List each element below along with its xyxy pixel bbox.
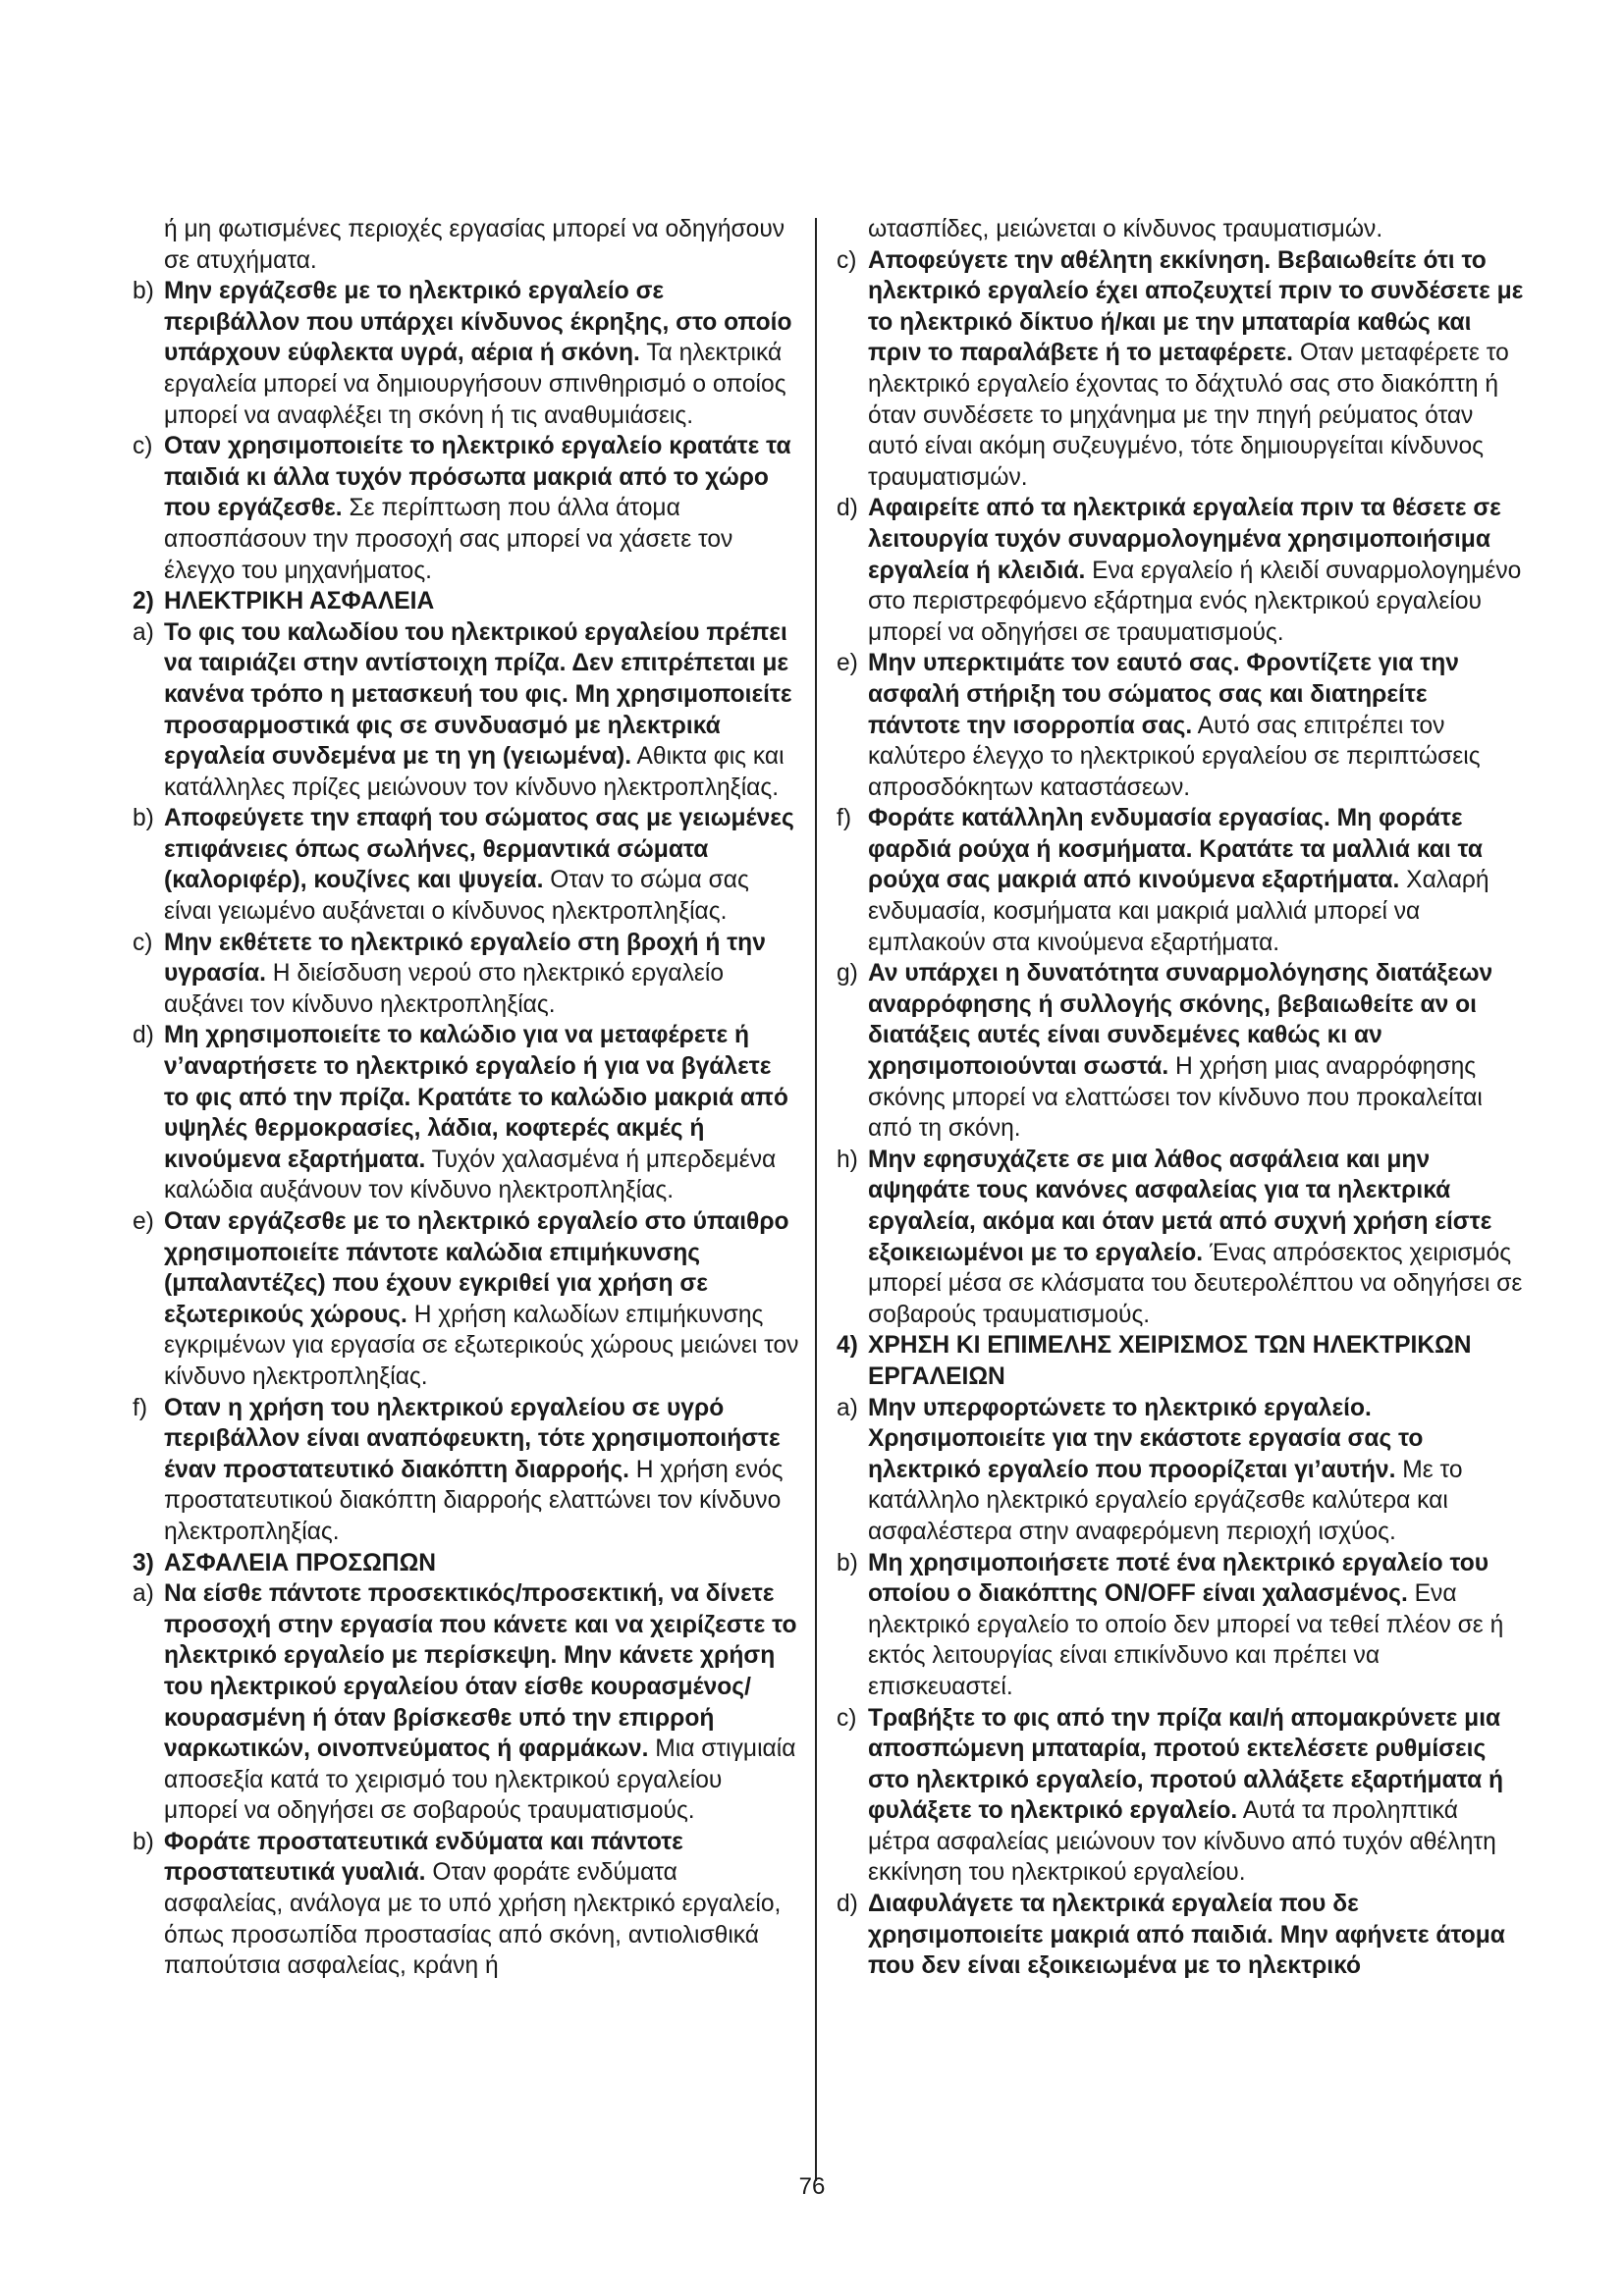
item-bold-text: Αφαιρείτε από τα ηλεκτρικά εργαλεία πριν τα θέσετε σε λειτουργία τυχόν συναρμολογημένα χρησιμοποιήσιμα εργαλεία ή κλειδιά. [868, 495, 1501, 584]
section-title: ΑΣΦΑΛΕΙΑ ΠΡΟΣΩΠΩΝ [164, 1549, 437, 1576]
item-bold-text: Διαφυλάγετε τα ηλεκτρικά εργαλεία που δε χρησιμοποιείτε μακριά από παιδιά. Μην αφήνετε άτομα που δεν είναι εξοικειωμένα με το ηλεκτρικό [868, 1891, 1505, 1980]
item-text: Ενα εργαλείο ή κλειδί συναρμολογημένο στο περιστρεφόμενο εξάρτημα ενός ηλεκτρικού εργαλείου μπορεί να οδηγήσει σε τραυματισμούς. [868, 557, 1522, 646]
item-text: Οταν το σώμα σας είναι γειωμένο αυξάνεται ο κίνδυνος ηλεκτροπληξίας. [164, 867, 749, 926]
item-bold-text: Οταν εργάζεσθε με το ηλεκτρικό εργαλείο στο ύπαιθρο χρησιμοποιείτε πάντοτε καλώδια επιμήκυνσης (μπαλαντέζες) που έχουν εγκριθεί για χρήση σε εξωτερικούς χώρους. [164, 1208, 789, 1328]
right-intro-paragraph: ωτασπίδες, μειώνεται ο κίνδυνος τραυματισμών. [868, 216, 1383, 242]
item-label: f) [133, 1394, 148, 1421]
item-label: d) [837, 1891, 858, 1918]
item-s2c [133, 928, 800, 1021]
item-s2e [133, 1206, 800, 1393]
item-label: a) [133, 618, 154, 646]
page-number: 76 [798, 2173, 826, 2200]
item-text: Χαλαρή ενδυμασία, κοσμήματα και μακριά μαλλιά μπορεί να εμπλακούν στα κινούμενα εξαρτήματα. [868, 867, 1489, 956]
item-bold-text: Μην υπερφορτώνετε το ηλεκτρικό εργαλείο. Χρησιμοποιείτε για την εκάστοτε εργασία σας το ηλεκτρικό εργαλείο που προορίζεται γι’αυτήν. [868, 1394, 1424, 1483]
left-column [133, 214, 800, 1982]
item-label: c) [837, 246, 857, 274]
column-divider [815, 218, 817, 2181]
item-bold-text: Μην υπερκτιμάτε τον εαυτό σας. Φροντίζετε για την ασφαλή στήριξη του σώματος σας και διατηρείτε πάντοτε την ισορροπία σας. [868, 650, 1459, 739]
item-s3g [837, 958, 1524, 1145]
item-s4b [837, 1548, 1524, 1703]
item-label: c) [837, 1704, 857, 1732]
item-label: d) [133, 1022, 154, 1049]
section-number: 2) [133, 588, 154, 615]
item-label: h) [837, 1146, 858, 1173]
item-text: Με το κατάλληλο ηλεκτρικό εργαλείο εργάζεσθε καλύτερα και ασφαλέστερα στην αναφερόμενη περιοχή ισχύος. [868, 1456, 1463, 1545]
item-label: c) [133, 929, 153, 956]
item-s3c [837, 245, 1524, 494]
item-bold-text: Μην εργάζεσθε με το ηλεκτρικό εργαλείο σε περιβάλλον που υπάρχει κίνδυνος έκρηξης, στο οποίο υπάρχουν εύφλεκτα υγρά, αέρια ή σκόνη. [164, 278, 792, 367]
item-s2a [133, 617, 800, 804]
item-label: b) [837, 1549, 858, 1576]
section-title: ΧΡΗΣΗ ΚΙ ΕΠΙΜΕΛΗΣ ΧΕΙΡΙΣΜΟΣ ΤΩΝ ΗΛΕΚΤΡΙΚΩΝ ΕΡΓΑΛΕΙΩΝ [868, 1332, 1472, 1390]
item-bold-text: Μην εκθέτετε το ηλεκτρικό εργαλείο στη βροχή ή την υγρασία. [164, 929, 766, 988]
item-text: Αυτά τα προληπτικά μέτρα ασφαλείας μειώνουν τον κίνδυνο από τυχόν αθέλητη εκκίνηση του ηλεκτρικού εργαλείου. [868, 1797, 1496, 1887]
item-text: Ένας απρόσεκτος χειρισμός μπορεί μέσα σε κλάσματα του δευτερολέπτου να οδηγήσει σε σοβαρούς τραυματισμούς. [868, 1239, 1523, 1328]
item-s4a [837, 1393, 1524, 1548]
item-s3a [133, 1578, 800, 1827]
item-bold-text: Φοράτε προστατευτικά ενδύματα και πάντοτε προστατευτικά γυαλιά. [164, 1828, 683, 1887]
item-bold-text: Τραβήξτε το φις από την πρίζα και/ή απομακρύνετε μια αποσπώμενη μπαταρία, προτού εκτελέσετε ρυθμίσεις στο ηλεκτρικό εργαλείο, προτού αλλάξετε εξαρτήματα ή φυλάξετε το ηλεκτρικό εργαλείο. [868, 1704, 1504, 1825]
item-text: Τυχόν χαλασμένα ή μπερδεμένα καλώδια αυξάνουν τον κίνδυνο ηλεκτροπληξίας. [164, 1146, 777, 1204]
section-number: 3) [133, 1549, 154, 1576]
item-s2f [133, 1393, 800, 1548]
right-column [837, 214, 1524, 1982]
item-label: a) [133, 1580, 154, 1608]
left-intro-paragraph: ή μη φωτισμένες περιοχές εργασίας μπορεί να οδηγήσουν σε ατυχήματα. [164, 216, 785, 274]
item-bold-text: Το φις του καλωδίου του ηλεκτρικού εργαλείου πρέπει να ταιριάζει στην αντίστοιχη πρίζα. Δεν επιτρέπεται με κανένα τρόπο η μετασκευή του φις. Μη χρησιμοποιείτε προσαρμοστικά φις σε συνδυασμό με ηλεκτρικά εργαλεία συνδεμένα με τη γη (γειωμένα). [164, 618, 792, 771]
item-bold-text: Αποφεύγετε την αθέλητη εκκίνηση. Βεβαιωθείτε ότι το ηλεκτρικό εργαλείο έχει αποζευχτεί πριν το συνδέσετε με το ηλεκτρικό δίκτυο ή/και με την μπαταρία καθώς και πριν το παραλάβετε ή το μεταφέρετε. [868, 246, 1524, 367]
item-label: d) [837, 495, 858, 522]
item-label: e) [837, 650, 858, 677]
section-heading-2 [133, 586, 800, 617]
item-bold-text: Μην εφησυχάζετε σε μια λάθος ασφάλεια και μην αψηφάτε τους κανόνες ασφαλείας για τα ηλεκτρικά εργαλεία, ακόμα και όταν μετά από συχνή χρήση είστε εξοικειωμένοι με το εργαλείο. [868, 1146, 1492, 1266]
item-bold-text: Να είσθε πάντοτε προσεκτικός/προσεκτική, να δίνετε προσοχή στην εργασία που κάνετε και να χειρίζεστε το ηλεκτρικό εργαλείο με περίσκεψη. Μην κάνετε χρήση του ηλεκτρικού εργαλείου όταν είσθε κουρασμένος/κουρασμένη ή όταν βρίσκεσθε υπό την επιρροή ναρκωτικών, οινοπνεύματος ή φαρμάκων. [164, 1580, 797, 1763]
item-bold-text: Αποφεύγετε την επαφή του σώματος σας με γειωμένες επιφάνειες όπως σωλήνες, θερμαντικά σώματα (καλοριφέρ), κουζίνες και ψυγεία. [164, 805, 794, 894]
item-label: c) [133, 433, 153, 460]
section-heading-3 [133, 1548, 800, 1579]
item-label: b) [133, 1828, 154, 1855]
item-text: Η χρήση ενός προστατευτικού διακόπτη διαρροής ελαττώνει τον κίνδυνο ηλεκτροπληξίας. [164, 1456, 784, 1545]
item-bold-text: Οταν η χρήση του ηλεκτρικού εργαλείου σε υγρό περιβάλλον είναι αναπόφευκτη, τότε χρησιμοποιήστε έναν προστατευτικό διακόπτη διαρροής. [164, 1394, 781, 1483]
item-s3h [837, 1145, 1524, 1331]
section-heading-4 [837, 1330, 1524, 1392]
item-label: g) [837, 960, 858, 988]
item-text: Η χρήση καλωδίων επιμήκυνσης εγκριμένων για εργασία σε εξωτερικούς χώρους μειώνει τον κίνδυνο ηλεκτροπληξίας. [164, 1301, 799, 1390]
item-text: Οταν φοράτε ενδύματα ασφαλείας, ανάλογα με το υπό χρήση ηλεκτρικό εργαλείο, όπως προσωπίδα προστασίας από σκόνη, αντιολισθικά παπούτσια ασφαλείας, κράνη ή [164, 1859, 782, 1980]
item-text: Τα ηλεκτρικά εργαλεία μπορεί να δημιουργήσουν σπινθηρισμό ο οποίος μπορεί να αναφλέξει τη σκόνη ή τις αναθυμιάσεις. [164, 340, 786, 429]
item-label: b) [133, 278, 154, 305]
item-text: Μια στιγμιαία αποσεξία κατά το χειρισμό του ηλεκτρικού εργαλείου μπορεί να οδηγήσει σε σοβαρούς τραυματισμούς. [164, 1735, 796, 1825]
item-label: a) [837, 1394, 858, 1421]
item-left-b [133, 276, 800, 431]
section-number: 4) [837, 1332, 858, 1360]
item-s2b [133, 803, 800, 927]
item-s4d [837, 1889, 1524, 1982]
item-bold-text: Αν υπάρχει η δυνατότητα συναρμολόγησης διατάξεων αναρρόφησης ή συλλογής σκόνης, βεβαιωθείτε αν οι διατάξεις αυτές είναι συνδεμένες καθώς κι αν χρησιμοποιούνται σωστά. [868, 960, 1493, 1081]
item-s2d [133, 1020, 800, 1206]
item-bold-text: Μη χρησιμοποιείτε το καλώδιο για να μεταφέρετε ή ν’αναρτήσετε το ηλεκτρικό εργαλείο ή για να βγάλετε το φις από την πρίζα. Κρατάτε το καλώδιο μακριά από υψηλές θερμοκρασίες, λάδια, κοφτερές ακμές ή κινούμενα εξαρτήματα. [164, 1022, 788, 1173]
item-bold-text: Φοράτε κατάλληλη ενδυμασία εργασίας. Μη φοράτε φαρδιά ρούχα ή κοσμήματα. Κρατάτε τα μαλλιά και τα ρούχα σας μακριά από κινούμενα εξαρτήματα. [868, 805, 1483, 894]
item-label: e) [133, 1208, 154, 1235]
item-text: Οταν μεταφέρετε το ηλεκτρικό εργαλείο έχοντας το δάχτυλό σας στο διακόπτη ή όταν συνδέσετε το μηχάνημα με την πηγή ρεύματος όταν αυτό είναι ακόμη συζευγμένο, τότε δημιουργείται κίνδυνος τραυματισμών. [868, 340, 1509, 491]
item-s3d [837, 493, 1524, 648]
item-s4c [837, 1703, 1524, 1890]
item-text: Ενα ηλεκτρικό εργαλείο το οποίο δεν μπορεί να τεθεί πλέον σε ή εκτός λειτουργίας είναι επικίνδυνο και πρέπει να επισκευαστεί. [868, 1580, 1504, 1700]
item-label: b) [133, 805, 154, 832]
section-title: ΗΛΕΚΤΡΙΚΗ ΑΣΦΑΛΕΙΑ [164, 588, 435, 615]
item-text: Αυτό σας επιτρέπει τον καλύτερο έλεγχο το ηλεκτρικού εργαλείου σε περιπτώσεις απροσδόκητων καταστάσεων. [868, 712, 1481, 801]
item-text: Αθικτα φις και κατάλληλες πρίζες μειώνουν τον κίνδυνο ηλεκτροπληξίας. [164, 743, 785, 801]
item-label: f) [837, 805, 852, 832]
item-s3e [837, 648, 1524, 803]
item-text: Σε περίπτωση που άλλα άτομα αποσπάσουν την προσοχή σας μπορεί να χάσετε τον έλεγχο του μηχανήματος. [164, 495, 733, 584]
item-s3b [133, 1827, 800, 1982]
item-bold-text: Μη χρησιμοποιήσετε ποτέ ένα ηλεκτρικό εργαλείο του οποίου ο διακόπτης ON/OFF είναι χαλασμένος. [868, 1549, 1489, 1608]
item-left-c [133, 431, 800, 586]
item-bold-text: Οταν χρησιμοποιείτε το ηλεκτρικό εργαλείο κρατάτε τα παιδιά κι άλλα τυχόν πρόσωπα μακριά από το χώρο που εργάζεσθε. [164, 433, 791, 522]
item-s3f [837, 803, 1524, 958]
item-text: Η χρήση μιας αναρρόφησης σκόνης μπορεί να ελαττώσει τον κίνδυνο που προκαλείται από τη σκόνη. [868, 1053, 1483, 1143]
item-text: Η διείσδυση νερού στο ηλεκτρικό εργαλείο αυξάνει τον κίνδυνο ηλεκτροπληξίας. [164, 960, 725, 1018]
